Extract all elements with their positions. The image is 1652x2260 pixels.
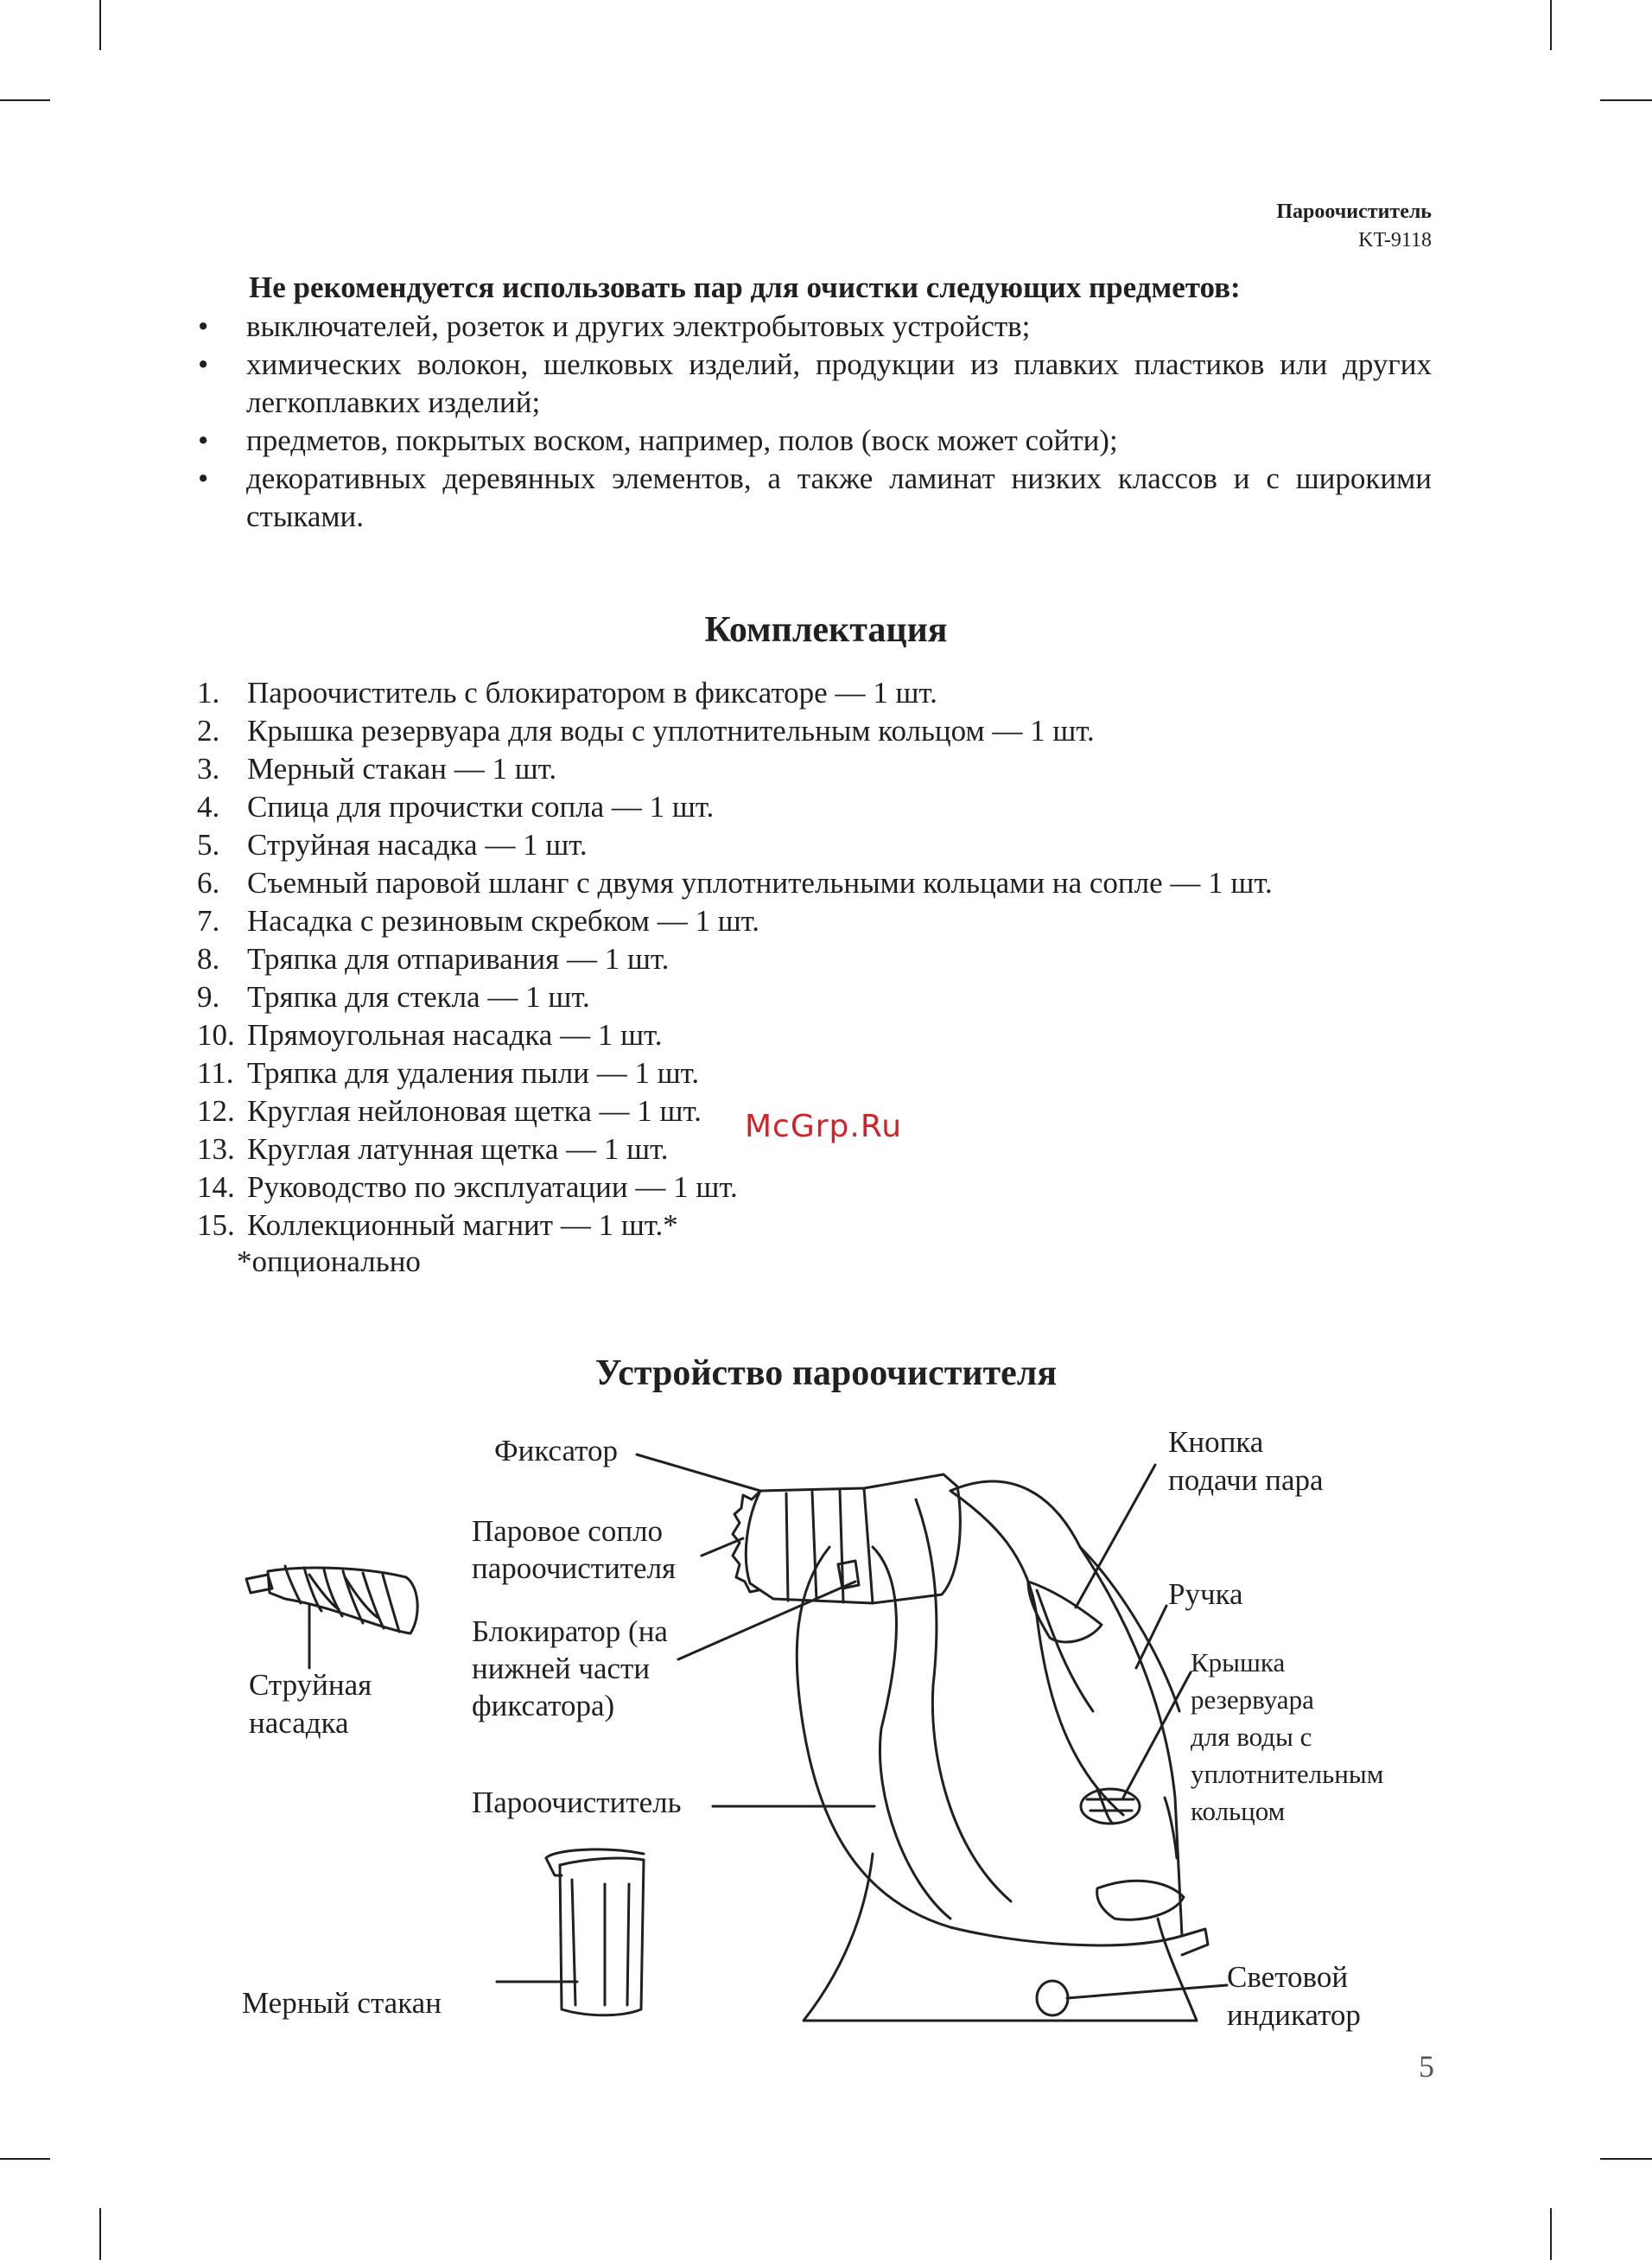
contents-item-number: 1. (197, 676, 220, 710)
contents-item-number: 12. (197, 1094, 235, 1128)
warning-item-text: предметов, покрытых воском, например, полов (воск может сойти); (246, 423, 1118, 457)
label-fixator: Фиксатор (494, 1434, 618, 1467)
contents-item-text: Мерный стакан — 1 шт. (247, 752, 557, 786)
contents-item-text: Насадка с резиновым скребком — 1 шт. (247, 904, 760, 938)
label-cup: Мерный стакан (242, 1986, 442, 2020)
warning-item-text: декоративных деревянных элементов, а также ламинат низких классов и с широкими стыками. (246, 462, 1432, 533)
contents-item-text: Тряпка для удаления пыли — 1 шт. (247, 1056, 700, 1090)
contents-item-text: Съемный паровой шланг с двумя уплотнительными кольцами на сопле — 1 шт. (247, 866, 1273, 900)
steamer-body-drawing (797, 1481, 1208, 2021)
label-light-line-1: Световой (1227, 1960, 1349, 1994)
label-cap-line-5: кольцом (1191, 1796, 1286, 1826)
warning-item-text: выключателей, розеток и других электробытовых устройств; (246, 309, 1031, 343)
contents-item-text: Тряпка для стекла — 1 шт. (247, 980, 590, 1014)
label-blocker-line-1: Блокиратор (на (472, 1614, 668, 1648)
warning-item-text: химических волокон, шелковых изделий, продукции из плавких пластиков или других легкоплавких изделий; (246, 347, 1432, 419)
label-jet-line-1: Струйная (249, 1668, 372, 1702)
steamer-head-drawing (637, 1455, 1227, 1998)
header-model: KT-9118 (1358, 229, 1432, 251)
contents-item-number: 8. (197, 942, 220, 976)
label-light-line-2: индикатор (1227, 1998, 1361, 2032)
jet-nozzle-drawing (246, 1566, 417, 1668)
contents-item-text: Спица для прочистки сопла — 1 шт. (247, 790, 715, 824)
reservoir-cap-drawing (1081, 1789, 1140, 1824)
contents-item-number: 15. (197, 1208, 235, 1242)
contents-item-number: 9. (197, 980, 220, 1014)
contents-title: Комплектация (704, 610, 948, 650)
label-blocker-line-2: нижней части (472, 1652, 651, 1685)
measuring-cup-drawing (497, 1849, 644, 2015)
label-handle: Ручка (1168, 1577, 1243, 1611)
header-product: Пароочиститель (1276, 201, 1432, 223)
contents-item-text: Тряпка для отпаривания — 1 шт. (247, 942, 670, 976)
contents-item-number: 4. (197, 790, 220, 824)
label-blocker-line-3: фиксатора) (472, 1689, 615, 1722)
bullet-symbol: • (198, 309, 209, 343)
contents-item-number: 5. (197, 828, 220, 862)
contents-item-text: Крышка резервуара для воды с уплотнительным кольцом — 1 шт. (247, 714, 1095, 748)
contents-footnote: *опционально (237, 1245, 421, 1278)
contents-item-number: 10. (197, 1018, 235, 1052)
contents-item-number: 7. (197, 904, 220, 938)
contents-item-number: 11. (197, 1056, 234, 1090)
device-title: Устройство пароочистителя (594, 1353, 1058, 1393)
page-number: 5 (1419, 2049, 1434, 2084)
contents-item-text: Круглая латунная щетка — 1 шт. (247, 1132, 669, 1166)
label-cap-line-1: Крышка (1191, 1647, 1286, 1677)
label-nozzle-line-1: Паровое сопло (472, 1514, 664, 1548)
label-cap-line-4: уплотнительным (1191, 1759, 1384, 1789)
label-steamer: Пароочиститель (472, 1786, 682, 1819)
bullet-symbol: • (198, 462, 209, 495)
contents-item-number: 2. (197, 714, 220, 748)
contents-item-text: Руководство по эксплуатации — 1 шт. (247, 1170, 738, 1204)
label-button-line-1: Кнопка (1168, 1425, 1264, 1459)
contents-item-text: Струйная насадка — 1 шт. (247, 828, 588, 862)
contents-item-text: Прямоугольная насадка — 1 шт. (247, 1018, 663, 1052)
contents-item-number: 13. (197, 1132, 235, 1166)
contents-item-number: 6. (197, 866, 220, 900)
label-cap-line-2: резервуара (1191, 1684, 1314, 1715)
label-nozzle-line-2: пароочистителя (472, 1551, 677, 1585)
watermark: McGrp.Ru (745, 1109, 903, 1144)
label-button-line-2: подачи пара (1168, 1463, 1324, 1497)
label-cap-line-3: для воды с (1191, 1722, 1312, 1752)
contents-item-number: 3. (197, 752, 220, 786)
contents-item-number: 14. (197, 1170, 235, 1204)
contents-item-text: Пароочиститель с блокиратором в фиксаторе — 1 шт. (247, 676, 937, 710)
contents-item-text: Круглая нейлоновая щетка — 1 шт. (247, 1094, 702, 1128)
bullet-symbol: • (198, 347, 209, 381)
contents-item-text: Коллекционный магнит — 1 шт.* (247, 1208, 678, 1242)
bullet-symbol: • (198, 423, 209, 457)
warning-heading: Не рекомендуется использовать пар для очистки следующих предметов: (249, 271, 1241, 304)
label-jet-line-2: насадка (249, 1706, 349, 1740)
